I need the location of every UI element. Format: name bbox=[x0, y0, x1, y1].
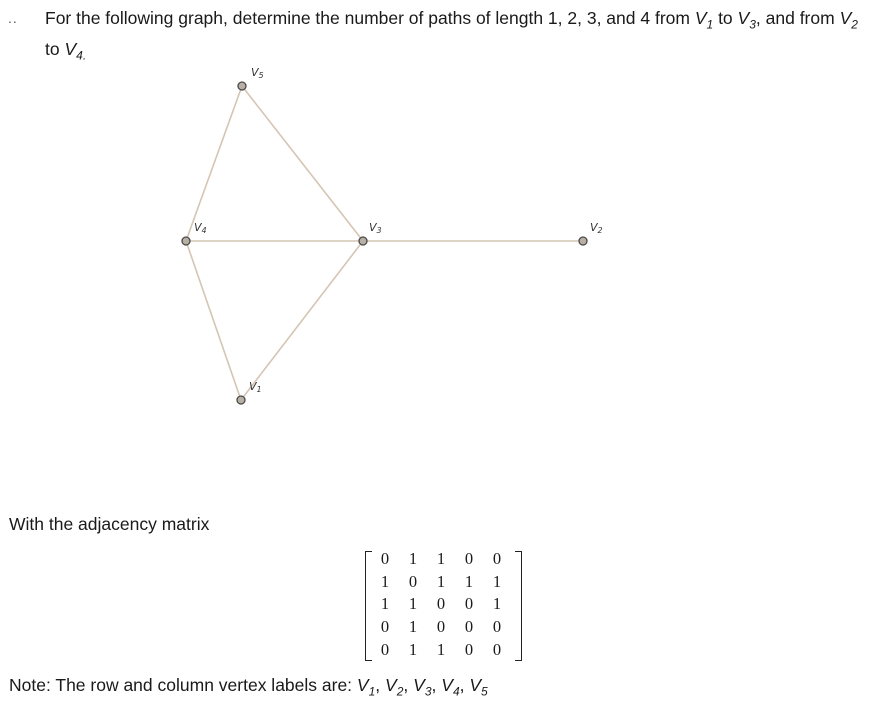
note-vertex-label: $V_5$ bbox=[469, 675, 488, 699]
matrix-cell: 0 bbox=[492, 617, 502, 637]
matrix-cell: 1 bbox=[408, 639, 418, 659]
note-vertex-labels bbox=[356, 675, 488, 699]
question-text-part: , and from bbox=[755, 8, 840, 28]
edge-v4-v1 bbox=[186, 241, 241, 400]
matrix-cell: 1 bbox=[436, 549, 446, 569]
matrix-row bbox=[371, 548, 511, 571]
matrix-cell: 0 bbox=[464, 594, 474, 614]
vertex-v1 bbox=[237, 396, 245, 404]
vertex-label-v1: V1 bbox=[249, 380, 262, 394]
vertex-v5 bbox=[238, 82, 246, 90]
note-vertex-label: $V_3$ bbox=[413, 675, 432, 699]
edge-v1-v3 bbox=[241, 241, 363, 400]
matrix-cell: 1 bbox=[408, 617, 418, 637]
matrix-cell: 0 bbox=[436, 594, 446, 614]
matrix-cell: 1 bbox=[380, 594, 390, 614]
matrix-cell: 0 bbox=[380, 639, 390, 659]
matrix-cell: 1 bbox=[408, 549, 418, 569]
question-text-part: to bbox=[713, 8, 738, 28]
matrix-table bbox=[371, 548, 511, 661]
matrix-cell: 1 bbox=[408, 594, 418, 614]
matrix-cell: 1 bbox=[492, 594, 502, 614]
matrix-cell: 0 bbox=[464, 639, 474, 659]
vertex-label-v4: V4 bbox=[194, 221, 207, 235]
note-vertex-label: $V_1$ bbox=[356, 675, 376, 699]
vertex-ref: $V_{4.}$ bbox=[64, 38, 87, 62]
question-number: .. bbox=[8, 10, 18, 26]
note-separator: , bbox=[431, 675, 442, 695]
matrix-cell: 0 bbox=[464, 549, 474, 569]
matrix-cell: 0 bbox=[492, 549, 502, 569]
note-vertex-label: $V_2$ bbox=[385, 675, 404, 699]
matrix-cell: 1 bbox=[464, 571, 474, 591]
question-text-part: For the following graph, determine the number of paths of length 1, 2, 3, and 4 from bbox=[45, 8, 695, 28]
matrix-row bbox=[371, 638, 511, 661]
graph-edges bbox=[186, 86, 583, 400]
vertex-label-v2: V2 bbox=[590, 221, 603, 235]
edge-v5-v3 bbox=[242, 86, 363, 241]
matrix-cell: 0 bbox=[380, 549, 390, 569]
matrix-cell: 1 bbox=[492, 571, 502, 591]
matrix-cell: 0 bbox=[380, 617, 390, 637]
note-text bbox=[9, 675, 488, 699]
matrix-cell: 0 bbox=[408, 571, 418, 591]
edge-v4-v5 bbox=[186, 86, 242, 241]
matrix-cell: 0 bbox=[464, 617, 474, 637]
adjacency-label: With the adjacency matrix bbox=[9, 514, 210, 534]
matrix-cell: 0 bbox=[492, 639, 502, 659]
question-text-part: to bbox=[45, 38, 65, 59]
matrix-cell: 1 bbox=[436, 571, 446, 591]
matrix-row bbox=[371, 616, 511, 639]
vertex-ref: $V_1$ bbox=[694, 8, 714, 32]
note-prefix: Note: The row and column vertex labels are: bbox=[9, 675, 357, 695]
matrix-cell: 0 bbox=[436, 617, 446, 637]
note-vertex-label: $V_4$ bbox=[441, 675, 460, 699]
vertex-ref: $V_3$ bbox=[737, 8, 756, 32]
note-separator: , bbox=[459, 675, 470, 695]
note-separator: , bbox=[403, 675, 414, 695]
vertex-v2 bbox=[579, 237, 587, 245]
vertex-v4 bbox=[182, 237, 190, 245]
matrix-row bbox=[371, 571, 511, 594]
graph-vertices bbox=[182, 82, 587, 404]
vertex-label-v5: V5 bbox=[251, 66, 264, 80]
note-separator: , bbox=[375, 675, 386, 695]
matrix-cell: 1 bbox=[380, 571, 390, 591]
vertex-v3 bbox=[359, 237, 367, 245]
adjacency-matrix bbox=[365, 548, 520, 662]
matrix-right-bracket bbox=[515, 551, 522, 661]
matrix-cell: 1 bbox=[436, 639, 446, 659]
vertex-ref: $V_2$ bbox=[839, 8, 858, 32]
vertex-label-v3: V3 bbox=[369, 221, 382, 235]
matrix-row bbox=[371, 593, 511, 616]
